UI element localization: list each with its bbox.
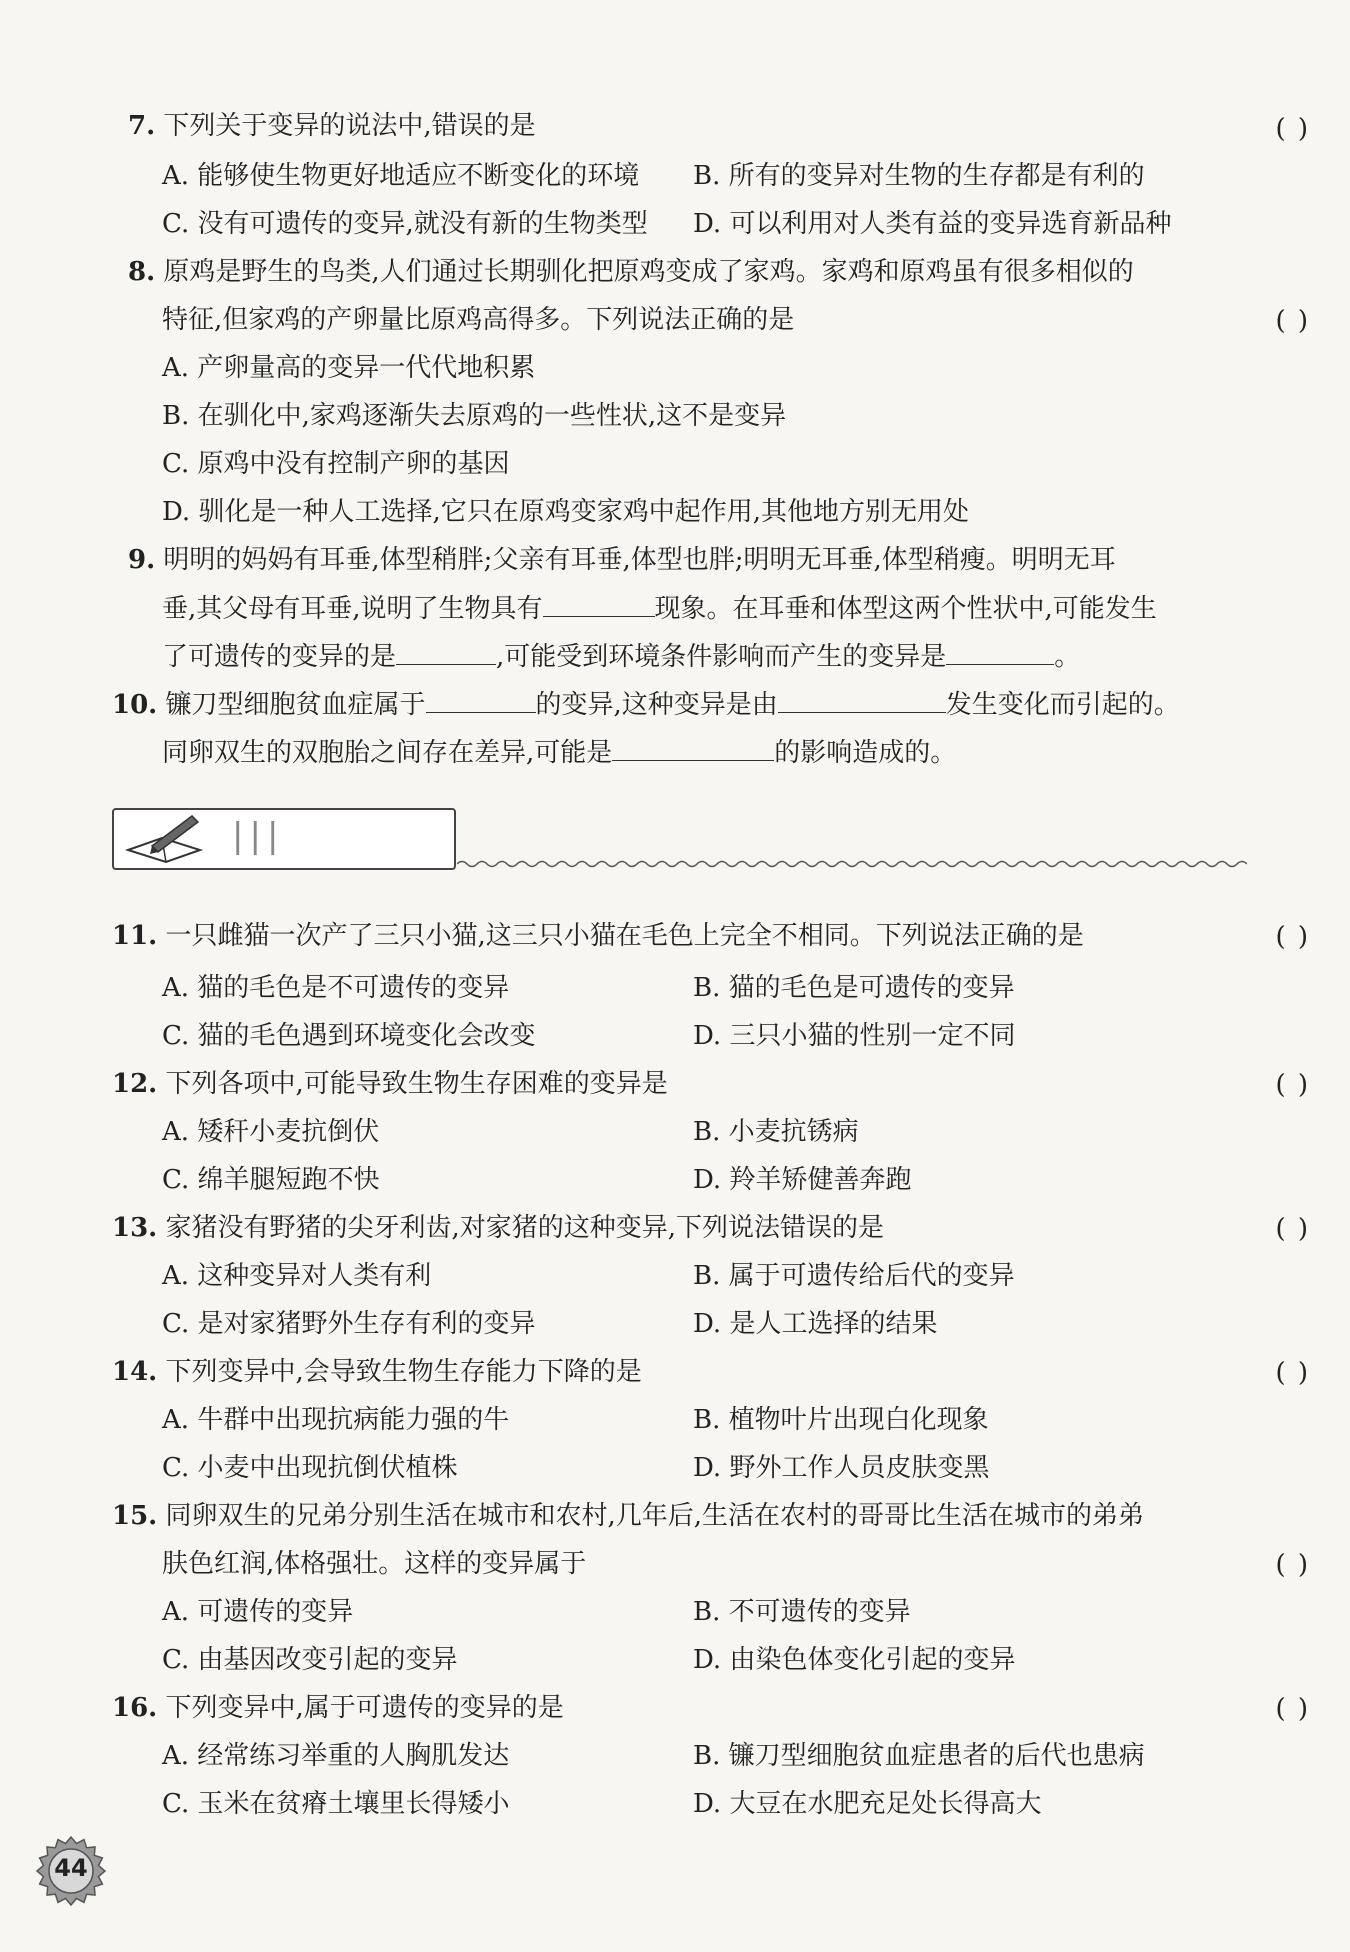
q11-stem — [112, 918, 1084, 954]
q9-line1 — [128, 542, 1116, 578]
q8-stem-text1: 原鸡是野生的鸟类,人们通过长期驯化把原鸡变成了家鸡。家鸡和原鸡虽有很多相似的 — [163, 257, 1134, 287]
q16-option-a: A. 经常练习举重的人胸肌发达 — [162, 1741, 510, 1771]
section-header-box — [112, 808, 456, 870]
q11-stem-text: 一只雌猫一次产了三只小猫,这三只小猫在毛色上完全不相同。下列说法正确的是 — [165, 921, 1084, 951]
q8-option-d: D. 驯化是一种人工选择,它只在原鸡变家鸡中起作用,其他地方别无用处 — [162, 497, 969, 527]
q13-stem — [112, 1210, 884, 1246]
q11-option-a: A. 猫的毛色是不可遗传的变异 — [162, 973, 510, 1003]
q7-option-c: C. 没有可遗传的变异,就没有新的生物类型 — [162, 209, 648, 239]
q9-text3a: 了可遗传的变异的是 — [162, 642, 397, 672]
page-number-badge — [35, 1835, 107, 1907]
q8-option-c: C. 原鸡中没有控制产卵的基因 — [162, 449, 510, 479]
q10-blank-3[interactable] — [612, 734, 774, 761]
q8-number: 8. — [128, 257, 156, 287]
page-number: 44 — [54, 1854, 88, 1882]
q9-blank-3[interactable] — [946, 638, 1054, 665]
q9-line3 — [162, 638, 1080, 675]
q14-option-a: A. 牛群中出现抗病能力强的牛 — [162, 1405, 510, 1435]
q10-blank-1[interactable] — [426, 686, 536, 713]
q13-number: 13. — [112, 1213, 158, 1243]
q10-text2b: 的影响造成的。 — [774, 738, 957, 768]
q9-text3b: ,可能受到环境条件影响而产生的变异是 — [496, 642, 947, 672]
q12-number: 12. — [112, 1069, 158, 1099]
q12-stem-text: 下列各项中,可能导致生物生存困难的变异是 — [165, 1069, 668, 1099]
section-wave-divider — [457, 858, 1247, 870]
q7-option-a: A. 能够使生物更好地适应不断变化的环境 — [162, 161, 640, 191]
q9-text3c: 。 — [1054, 642, 1081, 672]
q7-option-b: B. 所有的变异对生物的生存都是有利的 — [693, 161, 1145, 191]
q16-stem — [112, 1690, 564, 1726]
q8-answer-paren[interactable]: ( ) — [1275, 306, 1310, 336]
q10-text1c: 发生变化而引起的。 — [945, 690, 1180, 720]
q8-option-b: B. 在驯化中,家鸡逐渐失去原鸡的一些性状,这不是变异 — [162, 401, 787, 431]
q13-option-b: B. 属于可遗传给后代的变异 — [693, 1261, 1015, 1291]
q8-stem-line2: 特征,但家鸡的产卵量比原鸡高得多。下列说法正确的是 — [162, 305, 795, 335]
q7-answer-paren[interactable]: ( ) — [1275, 114, 1310, 144]
q10-line1 — [112, 686, 1180, 723]
q11-option-d: D. 三只小猫的性别一定不同 — [693, 1021, 1016, 1051]
q15-option-d: D. 由染色体变化引起的变异 — [693, 1645, 1016, 1675]
q16-number: 16. — [112, 1693, 158, 1723]
q15-option-b: B. 不可遗传的变异 — [693, 1597, 911, 1627]
q13-option-a: A. 这种变异对人类有利 — [162, 1261, 432, 1291]
q9-blank-1[interactable] — [543, 590, 655, 617]
q12-answer-paren[interactable]: ( ) — [1275, 1070, 1310, 1100]
q9-blank-2[interactable] — [396, 638, 496, 665]
q16-option-c: C. 玉米在贫瘠土壤里长得矮小 — [162, 1789, 510, 1819]
q7-option-d: D. 可以利用对人类有益的变异选育新品种 — [693, 209, 1172, 239]
q9-text2b: 现象。在耳垂和体型这两个性状中,可能发生 — [654, 594, 1157, 624]
q14-stem — [112, 1354, 642, 1390]
q13-option-d: D. 是人工选择的结果 — [693, 1309, 938, 1339]
q8-stem-line1 — [128, 254, 1134, 290]
q16-answer-paren[interactable]: ( ) — [1275, 1694, 1310, 1724]
q11-option-b: B. 猫的毛色是可遗传的变异 — [693, 973, 1015, 1003]
q9-number: 9. — [128, 545, 156, 575]
q14-number: 14. — [112, 1357, 158, 1387]
q9-text1: 明明的妈妈有耳垂,体型稍胖;父亲有耳垂,体型也胖;明明无耳垂,体型稍瘦。明明无耳 — [163, 545, 1116, 575]
q7-stem — [128, 108, 536, 144]
q15-answer-paren[interactable]: ( ) — [1275, 1550, 1310, 1580]
q10-text1a: 镰刀型细胞贫血症属于 — [165, 690, 426, 720]
q14-answer-paren[interactable]: ( ) — [1275, 1358, 1310, 1388]
q14-option-c: C. 小麦中出现抗倒伏植株 — [162, 1453, 458, 1483]
q10-text2a: 同卵双生的双胞胎之间存在差异,可能是 — [162, 738, 613, 768]
q14-option-d: D. 野外工作人员皮肤变黑 — [693, 1453, 990, 1483]
q14-stem-text: 下列变异中,会导致生物生存能力下降的是 — [165, 1357, 642, 1387]
q13-option-c: C. 是对家猪野外生存有利的变异 — [162, 1309, 536, 1339]
q8-option-a: A. 产卵量高的变异一代代地积累 — [162, 353, 536, 383]
q11-option-c: C. 猫的毛色遇到环境变化会改变 — [162, 1021, 536, 1051]
q13-stem-text: 家猪没有野猪的尖牙利齿,对家猪的这种变异,下列说法错误的是 — [165, 1213, 885, 1243]
q13-answer-paren[interactable]: ( ) — [1275, 1214, 1310, 1244]
q15-stem-text1: 同卵双生的兄弟分别生活在城市和农村,几年后,生活在农村的哥哥比生活在城市的弟弟 — [165, 1501, 1145, 1531]
section-header — [112, 808, 1232, 878]
q11-number: 11. — [112, 921, 158, 951]
q16-option-b: B. 镰刀型细胞贫血症患者的后代也患病 — [693, 1741, 1145, 1771]
q10-line2 — [162, 734, 956, 771]
q14-option-b: B. 植物叶片出现白化现象 — [693, 1405, 989, 1435]
q11-answer-paren[interactable]: ( ) — [1275, 922, 1310, 952]
q7-number: 7. — [128, 111, 156, 141]
q9-text2a: 垂,其父母有耳垂,说明了生物具有 — [162, 594, 543, 624]
section-title: ||| — [232, 816, 285, 856]
q12-option-b: B. 小麦抗锈病 — [693, 1117, 859, 1147]
q15-stem-line2: 肤色红润,体格强壮。这样的变异属于 — [162, 1549, 587, 1579]
q12-option-d: D. 羚羊矫健善奔跑 — [693, 1165, 912, 1195]
q12-stem — [112, 1066, 668, 1102]
q15-number: 15. — [112, 1501, 158, 1531]
q10-number: 10. — [112, 690, 158, 720]
q12-option-c: C. 绵羊腿短跑不快 — [162, 1165, 380, 1195]
q16-option-d: D. 大豆在水肥充足处长得高大 — [693, 1789, 1042, 1819]
q15-stem-line1 — [112, 1498, 1144, 1534]
q7-stem-text: 下列关于变异的说法中,错误的是 — [163, 111, 536, 141]
q16-stem-text: 下列变异中,属于可遗传的变异的是 — [165, 1693, 564, 1723]
q12-option-a: A. 矮秆小麦抗倒伏 — [162, 1117, 380, 1147]
pencil-book-icon — [122, 810, 212, 866]
q15-option-a: A. 可遗传的变异 — [162, 1597, 354, 1627]
q10-text1b: 的变异,这种变异是由 — [535, 690, 778, 720]
q9-line2 — [162, 590, 1157, 627]
q15-option-c: C. 由基因改变引起的变异 — [162, 1645, 458, 1675]
q10-blank-2[interactable] — [778, 686, 946, 713]
